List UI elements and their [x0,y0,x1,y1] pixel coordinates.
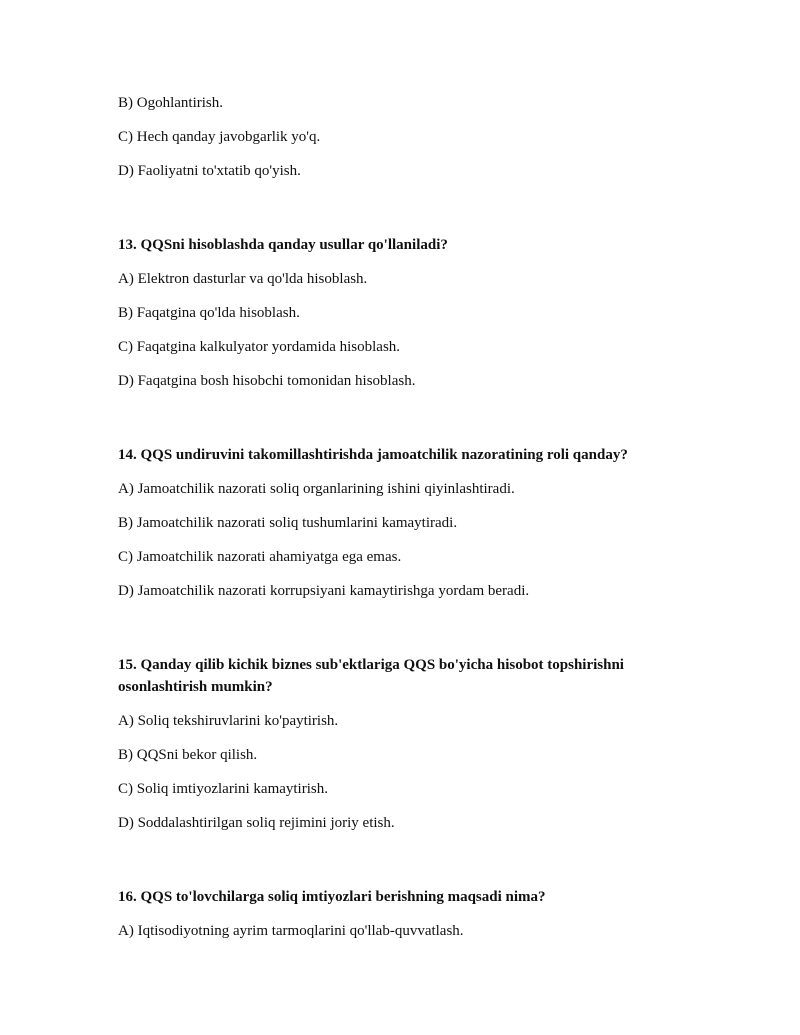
page-content [118,92,678,954]
section-spacer [118,404,678,444]
answer-option: D) Soddalashtirilgan soliq rejimini joriy etish. [118,815,395,831]
question-heading [118,654,678,698]
answer-option: C) Soliq imtiyozlarini kamaytirish. [118,781,328,797]
answer-option: D) Jamoatchilik nazorati korrupsiyani kamaytirishga yordam beradi. [118,583,530,599]
question-heading: 16. QQS to'lovchilarga soliq imtiyozlari berishning maqsadi nima? [118,889,546,905]
section-spacer [118,194,678,234]
answer-option: D) Faoliyatni to'xtatib qo'yish. [118,163,301,179]
answer-option: A) Jamoatchilik nazorati soliq organlarining ishini qiyinlashtiradi. [118,481,515,497]
answer-option: B) Faqatgina qo'lda hisoblash. [118,305,300,321]
answer-option: D) Faqatgina bosh hisobchi tomonidan hisoblash. [118,373,416,389]
question-heading: 14. QQS undiruvini takomillashtirishda jamoatchilik nazoratining roli qanday? [118,447,628,463]
section-spacer [118,614,678,654]
answer-option: B) Jamoatchilik nazorati soliq tushumlarini kamaytiradi. [118,515,458,531]
answer-option: B) Ogohlantirish. [118,95,223,111]
question-heading-line-1: 15. Qanday qilib kichik biznes sub'ektlariga QQS bo'yicha hisobot topshirishni [118,657,624,673]
answer-option: A) Soliq tekshiruvlarini ko'paytirish. [118,713,339,729]
answer-option: B) QQSni bekor qilish. [118,747,258,763]
answer-option: C) Hech qanday javobgarlik yo'q. [118,129,321,145]
question-heading-line-2: osonlashtirish mumkin? [118,679,273,695]
answer-option: A) Elektron dasturlar va qo'lda hisoblash. [118,271,368,287]
answer-option: C) Jamoatchilik nazorati ahamiyatga ega emas. [118,549,402,565]
question-heading: 13. QQSni hisoblashda qanday usullar qo'llaniladi? [118,237,448,253]
section-spacer [118,846,678,886]
answer-option: C) Faqatgina kalkulyator yordamida hisoblash. [118,339,401,355]
answer-option: A) Iqtisodiyotning ayrim tarmoqlarini qo'llab-quvvatlash. [118,923,464,939]
